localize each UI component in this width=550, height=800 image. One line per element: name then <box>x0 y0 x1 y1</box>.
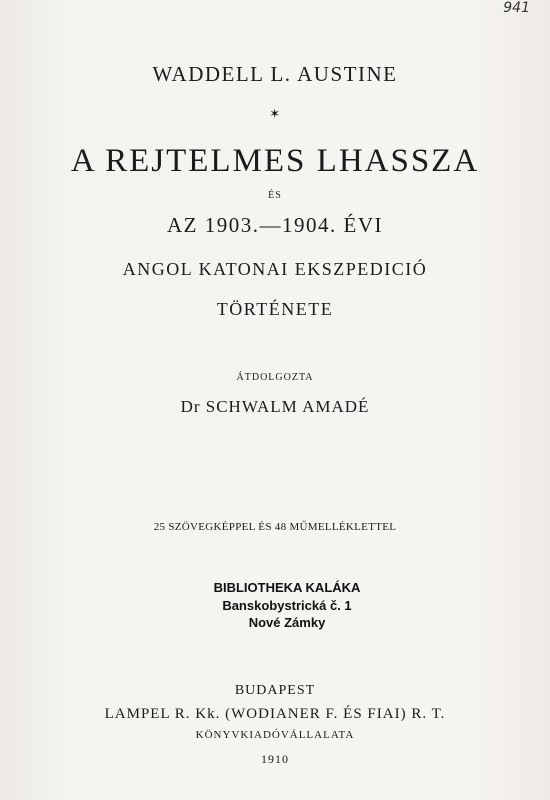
publication-city: BUDAPEST <box>234 683 316 698</box>
publisher-name-line-2: KÖNYVKIADÓVÁLLALATA <box>195 729 355 741</box>
illustrations-note: 25 SZÖVEGKÉPPEL ÉS 48 MŰMELLÉKLETTEL <box>153 521 397 533</box>
subtitle-line-2: ANGOL KATONAI EKSZPEDICIÓ <box>122 259 428 279</box>
conjunction-text: ÉS <box>268 190 282 201</box>
publisher-name: LAMPEL R. Kk. (WODIANER F. ÉS FIAI) R. T. <box>104 706 446 722</box>
book-title: A REJTELMES LHASSZA <box>70 143 480 179</box>
author-name: WADDELL L. AUSTINE <box>152 62 398 86</box>
subtitle-line-1: AZ 1903.—1904. ÉVI <box>167 213 383 237</box>
translator-name: Dr SCHWALM AMADÉ <box>180 397 370 416</box>
handwritten-shelf-mark: 941 <box>503 0 530 16</box>
publication-year: 1910 <box>261 752 289 766</box>
star-ornament-icon: ✶ <box>269 106 281 121</box>
subtitle-line-3: TÖRTÉNETE <box>216 299 334 319</box>
library-stamp-line-3: Nové Zámky <box>248 615 326 630</box>
adapted-by-label: ÁTDOLGOZTA <box>236 372 314 383</box>
library-stamp-line-1: BIBLIOTHEKA KALÁKA <box>213 580 361 595</box>
library-stamp-line-2: Banskobystrická č. 1 <box>222 598 352 613</box>
